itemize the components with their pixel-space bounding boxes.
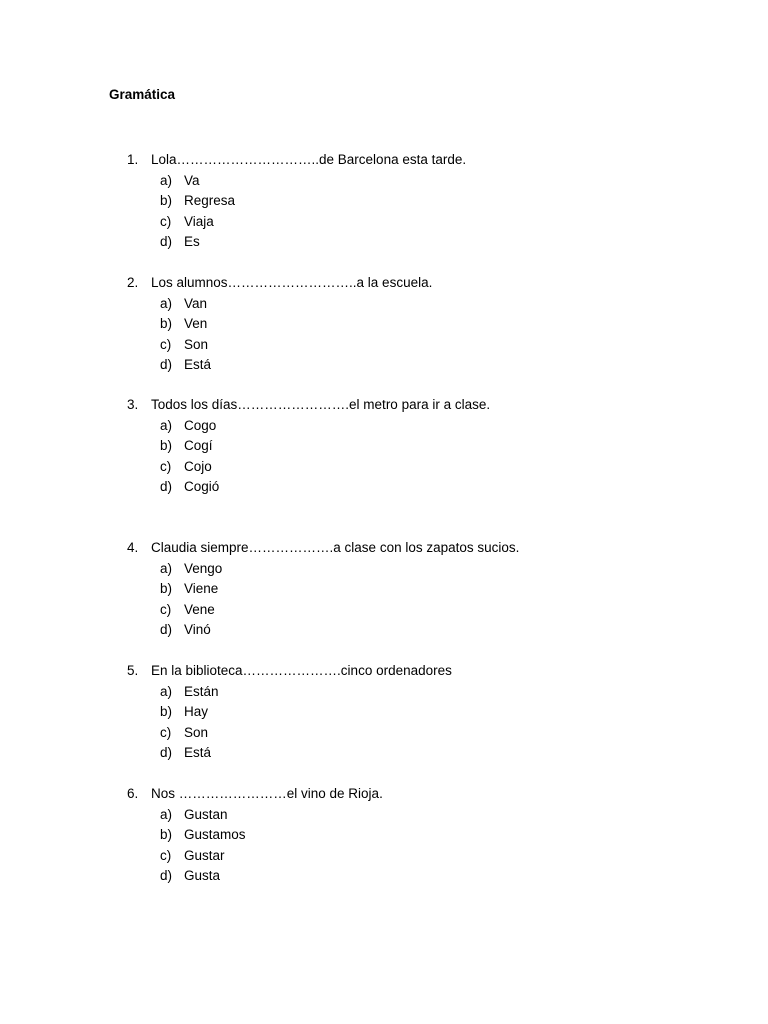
option-d [0, 477, 768, 498]
question-number: 2. [127, 275, 139, 290]
question-text: En la biblioteca………………….cinco ordenadores [151, 663, 452, 678]
option-letter: b) [160, 438, 173, 453]
option-letter: a) [160, 806, 173, 822]
option-text: Está [184, 357, 212, 372]
option-letter: c) [160, 847, 172, 863]
option-c [0, 335, 768, 356]
option-letter: d) [160, 357, 173, 372]
option-letter: b) [160, 581, 173, 596]
option-text: Gustan [184, 806, 228, 822]
option-text: Hay [184, 704, 209, 719]
option-text: Ven [184, 316, 208, 331]
option-a [0, 416, 768, 437]
option-letter: d) [160, 745, 173, 760]
option-text: Van [184, 295, 208, 311]
option-b [0, 191, 768, 212]
option-text: Cojo [184, 458, 212, 474]
option-text: Cogió [184, 479, 220, 494]
option-b [0, 825, 768, 846]
option-d [0, 620, 768, 641]
option-a [0, 171, 768, 192]
option-letter: c) [160, 601, 172, 617]
option-text: Son [184, 724, 209, 740]
option-letter: b) [160, 704, 173, 719]
option-a [0, 294, 768, 315]
question-6 [0, 784, 768, 887]
option-letter: a) [160, 417, 173, 433]
question-text: Los alumnos………………………..a la escuela. [151, 275, 433, 290]
option-b [0, 436, 768, 457]
option-letter: d) [160, 479, 173, 494]
question-3 [0, 395, 768, 498]
question-text: Claudia siempre……………….a clase con los zapatos sucios. [151, 540, 520, 555]
question-text: Nos ……………………el vino de Rioja. [151, 786, 383, 801]
question-4 [0, 538, 768, 641]
option-text: Cogo [184, 417, 217, 433]
page-title: Gramática [109, 87, 176, 102]
option-text: Gustar [184, 847, 225, 863]
question-number: 3. [127, 397, 139, 412]
option-text: Gusta [184, 868, 221, 883]
question-5 [0, 661, 768, 764]
option-letter: a) [160, 683, 173, 699]
option-b [0, 314, 768, 335]
option-letter: c) [160, 336, 172, 352]
question-line [0, 273, 768, 294]
option-b [0, 579, 768, 600]
option-letter: c) [160, 213, 172, 229]
option-text: Viene [184, 581, 219, 596]
option-letter: b) [160, 316, 173, 331]
option-c [0, 457, 768, 478]
option-text: Viaja [184, 213, 214, 229]
option-c [0, 600, 768, 621]
option-d [0, 355, 768, 376]
option-d [0, 232, 768, 253]
option-letter: a) [160, 295, 173, 311]
question-text: Todos los días…………………….el metro para ir a clase. [151, 397, 491, 412]
option-text: Vinó [184, 622, 211, 637]
question-2 [0, 273, 768, 376]
option-letter: a) [160, 560, 173, 576]
option-text: Cogí [184, 438, 213, 453]
option-c [0, 846, 768, 867]
option-text: Está [184, 745, 212, 760]
question-line [0, 661, 768, 682]
option-text: Gustamos [184, 827, 246, 842]
option-text: Regresa [184, 193, 236, 208]
option-c [0, 723, 768, 744]
option-b [0, 702, 768, 723]
question-1 [0, 150, 768, 253]
option-text: Vengo [184, 560, 223, 576]
question-number: 1. [127, 152, 139, 167]
option-d [0, 743, 768, 764]
option-letter: c) [160, 458, 172, 474]
question-number: 5. [127, 663, 139, 678]
option-a [0, 559, 768, 580]
option-c [0, 212, 768, 233]
option-letter: d) [160, 868, 173, 883]
option-letter: a) [160, 172, 173, 188]
option-a [0, 682, 768, 703]
option-letter: b) [160, 193, 173, 208]
option-letter: c) [160, 724, 172, 740]
option-text: Vene [184, 601, 215, 617]
option-text: Están [184, 683, 219, 699]
option-letter: d) [160, 234, 173, 249]
question-number: 4. [127, 540, 139, 555]
option-text: Va [184, 172, 200, 188]
question-line [0, 395, 768, 416]
option-text: Son [184, 336, 209, 352]
question-text: Lola…………………………..de Barcelona esta tarde. [151, 152, 467, 167]
question-line [0, 538, 768, 559]
option-letter: b) [160, 827, 173, 842]
question-line [0, 150, 768, 171]
question-line [0, 784, 768, 805]
option-letter: d) [160, 622, 173, 637]
option-a [0, 805, 768, 826]
option-d [0, 866, 768, 887]
question-number: 6. [127, 786, 139, 801]
option-text: Es [184, 234, 200, 249]
